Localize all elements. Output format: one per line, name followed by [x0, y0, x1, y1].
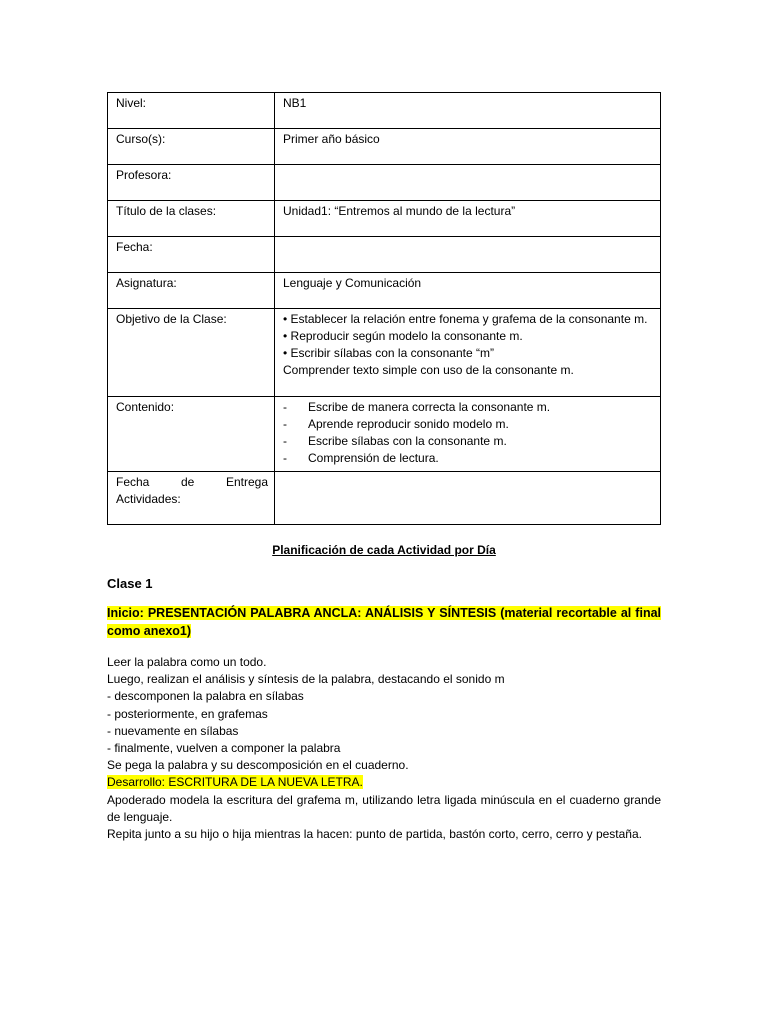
objetivo-line: • Establecer la relación entre fonema y grafema de la consonante m.: [283, 312, 648, 326]
class-info-table: [107, 92, 661, 525]
row-value: [275, 472, 661, 525]
objetivo-cell: [275, 309, 661, 397]
row-label: Objetivo de la Clase:: [108, 309, 275, 397]
row-label: Nivel:: [108, 93, 275, 129]
table-row: [108, 237, 661, 273]
desarrollo-heading: Desarrollo: ESCRITURA DE LA NUEVA LETRA.: [107, 775, 363, 790]
row-label: Título de la clases:: [108, 201, 275, 237]
body-line: Luego, realizan el análisis y síntesis de la palabra, destacando el sonido m: [107, 672, 505, 687]
section-title: Planificación de cada Actividad por Día: [272, 543, 496, 557]
list-item: - Comprensión de lectura.: [283, 451, 439, 465]
clase-heading: Clase 1: [107, 576, 153, 591]
table-row-fecha-entrega: [108, 472, 661, 525]
objetivo-line: • Escribir sílabas con la consonante “m”: [283, 346, 494, 360]
table-row-contenido: [108, 397, 661, 472]
table-row: [108, 201, 661, 237]
objetivo-line: • Reproducir según modelo la consonante m.: [283, 329, 523, 343]
body-line: - finalmente, vuelven a componer la palabra: [107, 741, 341, 756]
contenido-cell: [275, 397, 661, 472]
row-label: Asignatura:: [108, 273, 275, 309]
table-row: [108, 273, 661, 309]
row-value: Lenguaje y Comunicación: [275, 273, 661, 309]
row-value: NB1: [275, 93, 661, 129]
body-line: Leer la palabra como un todo.: [107, 655, 267, 669]
row-value: Primer año básico: [275, 129, 661, 165]
body-line: - posteriormente, en grafemas: [107, 706, 268, 721]
row-label: Curso(s):: [108, 129, 275, 165]
paragraph: Apoderado modela la escritura del grafema m, utilizando letra ligada minúscula en el cuaderno grande de lenguaje.: [107, 792, 661, 824]
row-value: Unidad1: “Entremos al mundo de la lectura”: [275, 201, 661, 237]
objetivo-line: Comprender texto simple con uso de la consonante m.: [283, 363, 574, 377]
body-line: - descomponen la palabra en sílabas: [107, 689, 304, 704]
row-value: [275, 165, 661, 201]
row-label: Fecha:: [108, 237, 275, 273]
row-label: Profesora:: [108, 165, 275, 201]
list-item: - Escribe sílabas con la consonante m.: [283, 434, 507, 448]
inicio-heading: Inicio: PRESENTACIÓN PALABRA ANCLA: ANÁLISIS Y SÍNTESIS (material recortable al final como anexo1): [107, 606, 661, 638]
row-label: Fecha de Entrega Actividades:: [108, 472, 275, 525]
body-line: - nuevamente en sílabas: [107, 723, 239, 738]
table-row: [108, 165, 661, 201]
paragraph: Repita junto a su hijo o hija mientras la hacen: punto de partida, bastón corto, cerro, cerro y pestaña.: [107, 827, 642, 842]
table-row: [108, 93, 661, 129]
body-line: Se pega la palabra y su descomposición en el cuaderno.: [107, 758, 409, 773]
table-row-objetivo: [108, 309, 661, 397]
table-row: [108, 129, 661, 165]
list-item: - Escribe de manera correcta la consonante m.: [283, 400, 551, 414]
contenido-list: [283, 399, 654, 467]
row-label: Contenido:: [108, 397, 275, 472]
list-item: - Aprende reproducir sonido modelo m.: [283, 417, 509, 431]
activity-body: [107, 654, 661, 843]
row-value: [275, 237, 661, 273]
